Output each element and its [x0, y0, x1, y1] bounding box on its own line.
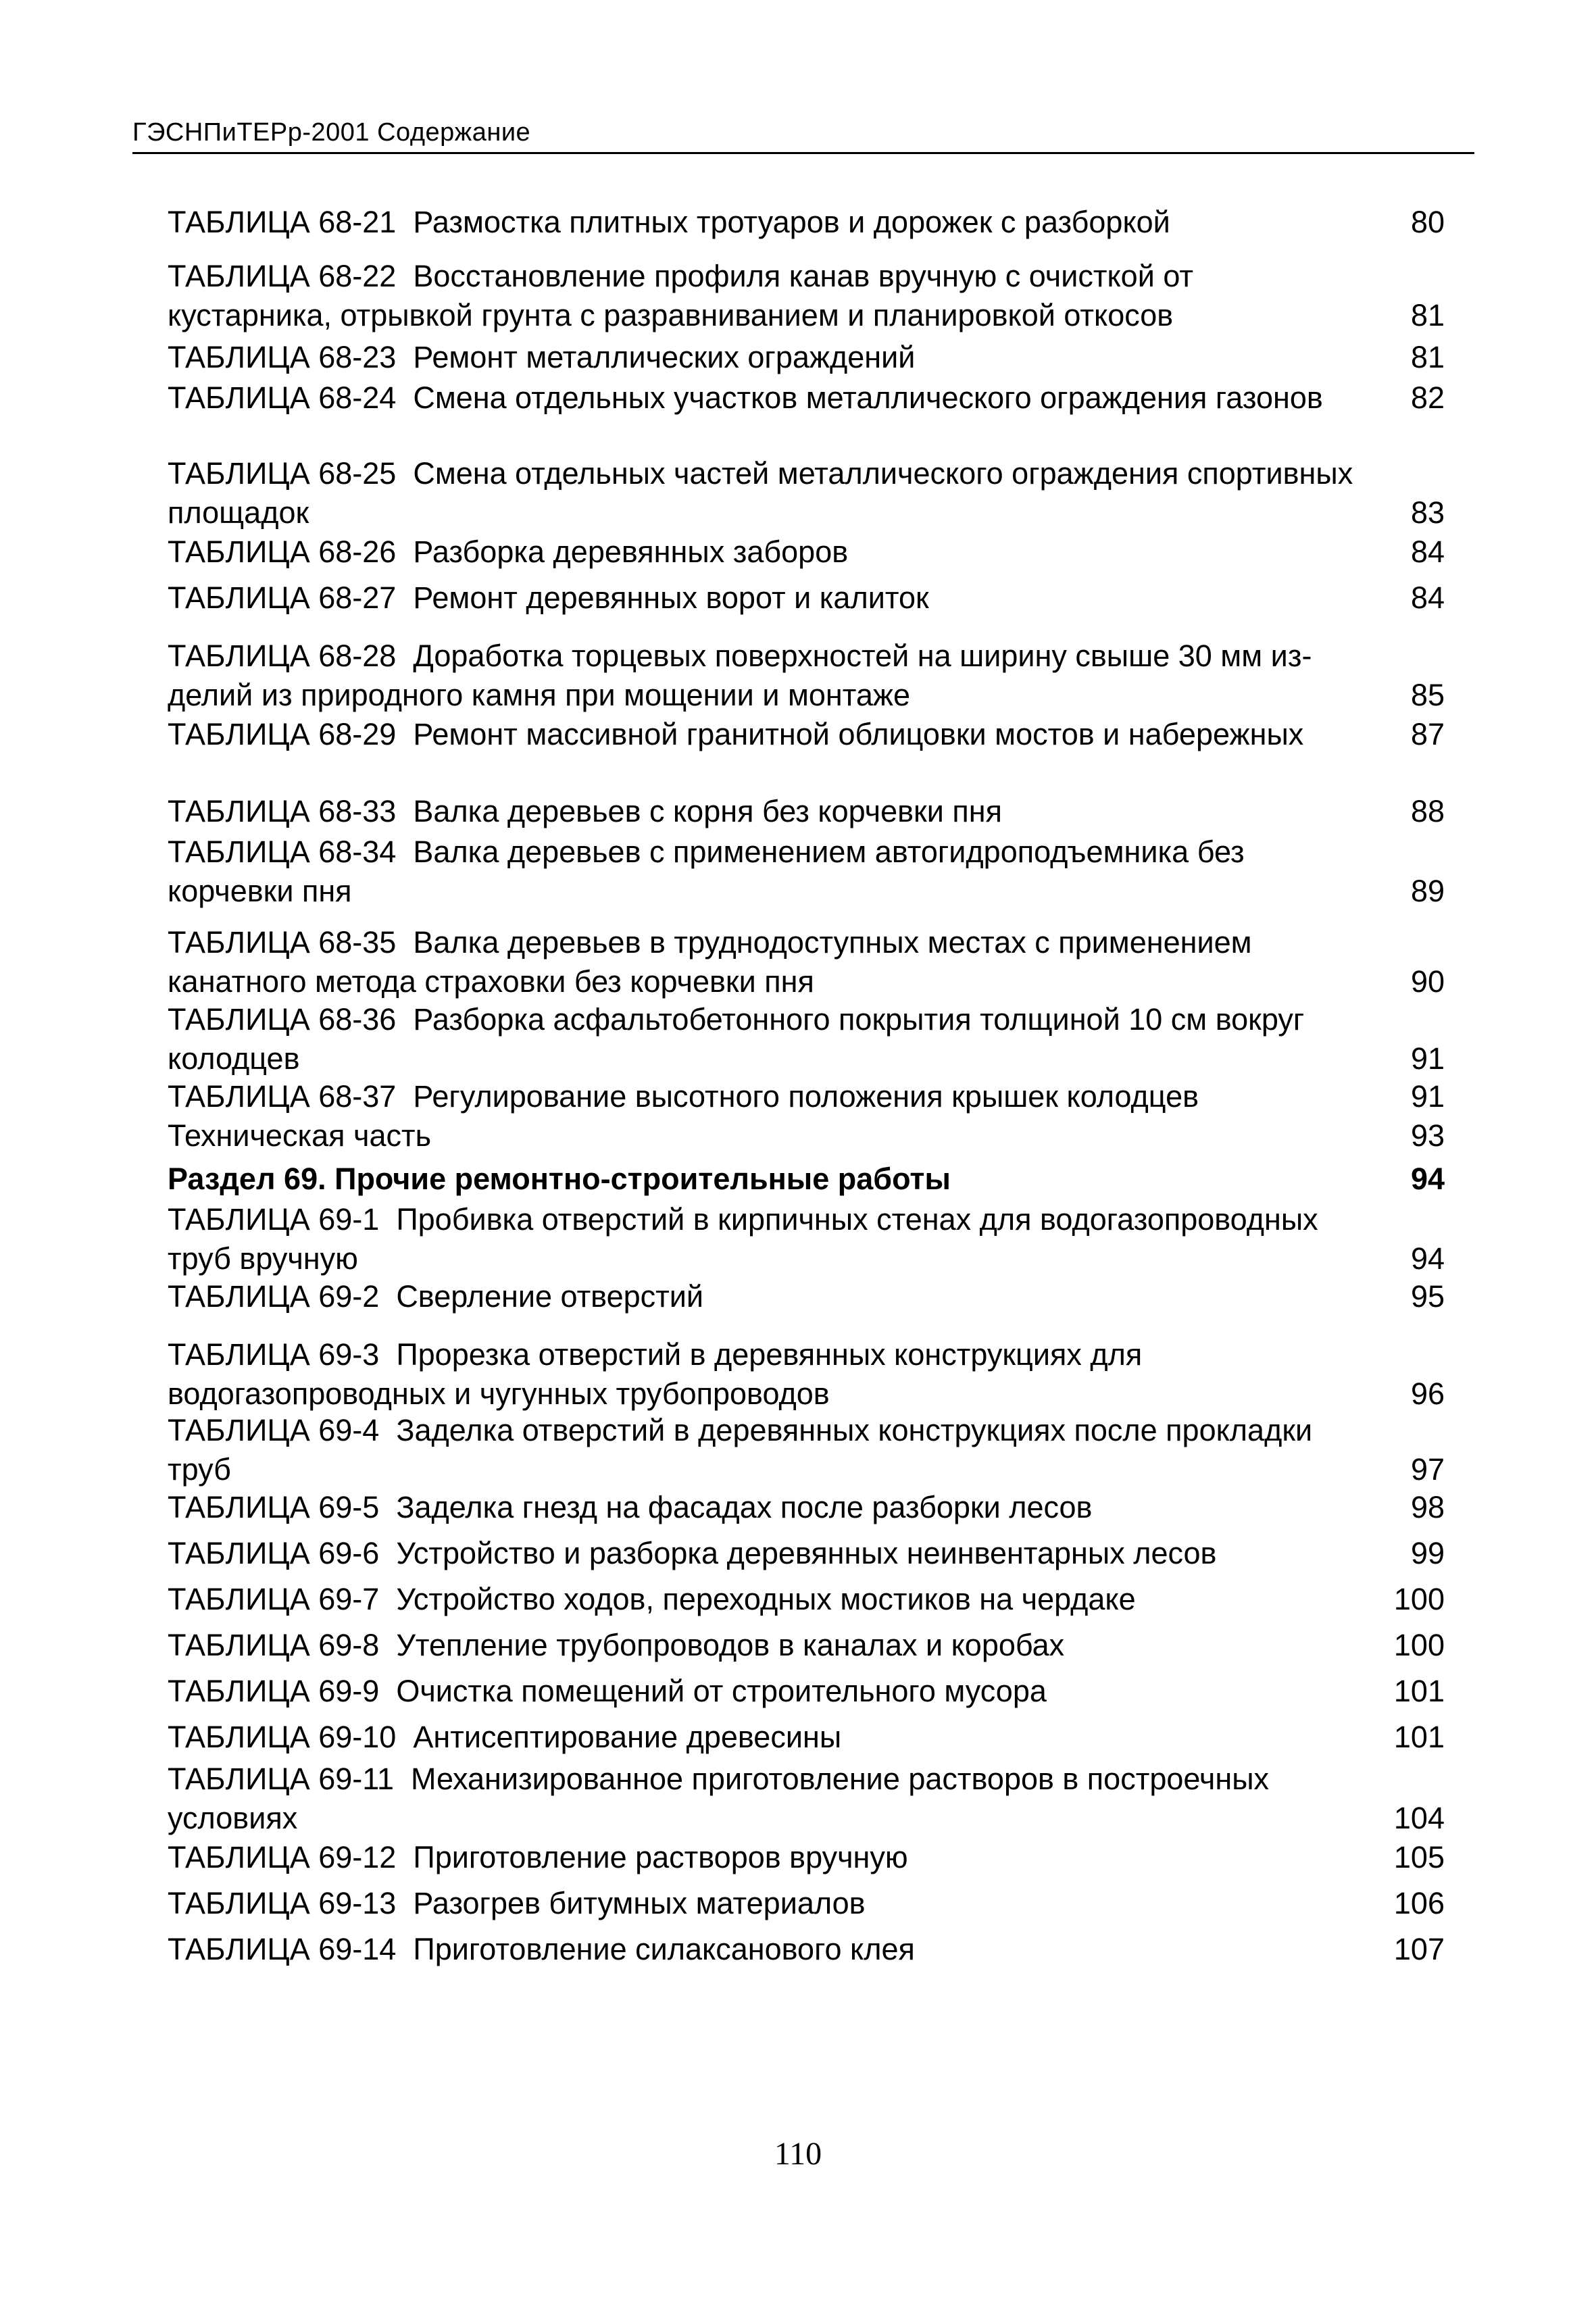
toc-entry-title: Разогрев битумных материалов — [413, 1886, 866, 1920]
toc-entry — [168, 1116, 1445, 1155]
toc-entry — [168, 338, 1445, 377]
toc-entry-label: ТАБЛИЦА 69-8 — [168, 1628, 380, 1662]
toc-entry-text — [168, 1718, 1357, 1757]
toc-entry-text — [168, 378, 1357, 418]
running-header: ГЭСНПиТЕРр-2001 Содержание — [132, 118, 531, 147]
toc-entry-text — [168, 1672, 1357, 1711]
toc-entry-label: ТАБЛИЦА 69-12 — [168, 1840, 397, 1874]
toc-entry-title: Ремонт металлических ограждений — [413, 340, 916, 374]
toc-entry-label: ТАБЛИЦА 69-4 — [168, 1413, 380, 1447]
toc-entry-title: Сверление отверстий — [396, 1279, 704, 1314]
toc-entry-title: Приготовление силаксанового клея — [413, 1932, 915, 1966]
toc-entry-page: 98 — [1410, 1490, 1445, 1524]
toc-entry-page: 88 — [1410, 794, 1445, 828]
toc-entry-title: Разборка деревянных заборов — [413, 534, 849, 569]
toc-entry-page: 100 — [1393, 1628, 1445, 1662]
toc-entry-text — [168, 1277, 1357, 1316]
toc-entry-label: ТАБЛИЦА 68-28 — [168, 639, 397, 673]
toc-entry-label: ТАБЛИЦА 69-1 — [168, 1202, 380, 1237]
toc-entry-page: 101 — [1393, 1674, 1445, 1708]
toc-entry — [168, 1534, 1445, 1573]
toc-entry-label: ТАБЛИЦА 68-21 — [168, 205, 397, 239]
toc-entry-title: Очистка помещений от строительного мусора — [396, 1674, 1047, 1708]
toc-entry — [168, 1488, 1445, 1527]
toc-entry-text — [168, 1077, 1357, 1116]
toc-entry-page: 83 — [1410, 495, 1445, 530]
toc-entry-title: Утепление трубопроводов в каналах и коробах — [396, 1628, 1065, 1662]
toc-entry-page: 89 — [1410, 874, 1445, 908]
toc-entry — [168, 1277, 1445, 1316]
toc-entry-label: ТАБЛИЦА 68-25 — [168, 456, 397, 491]
toc-entry-page: 94 — [1410, 1162, 1445, 1196]
toc-entry-label: ТАБЛИЦА 69-2 — [168, 1279, 380, 1314]
toc-entry-title: Заделка гнезд на фасадах после разборки лесов — [396, 1490, 1093, 1524]
toc-entry-title: Раздел 69. Прочие ремонтно-строительные работы — [168, 1162, 951, 1196]
toc-entry-text — [168, 1580, 1357, 1619]
toc-entry-label: ТАБЛИЦА 68-29 — [168, 717, 397, 751]
toc-entry-title: Заделка отверстий в деревянных конструкциях после прокладки труб — [168, 1413, 1313, 1487]
toc-entry-text — [168, 1411, 1357, 1489]
toc-entry-text — [168, 578, 1357, 618]
toc-entry-text — [168, 715, 1357, 754]
toc-entry-label: ТАБЛИЦА 68-23 — [168, 340, 397, 374]
toc-entry-label: ТАБЛИЦА 69-7 — [168, 1582, 380, 1616]
toc-entry-title: Валка деревьев с корня без корчевки пня — [413, 794, 1002, 828]
toc-entry-label: ТАБЛИЦА 68-27 — [168, 580, 397, 615]
toc-entry-text — [168, 1200, 1357, 1278]
toc-entry — [168, 1580, 1445, 1619]
page-number: 110 — [774, 2136, 822, 2172]
toc-entry — [168, 378, 1445, 418]
toc-entry-text — [168, 1000, 1357, 1078]
toc-entry-page: 84 — [1410, 534, 1445, 569]
toc-entry-title: Смена отдельных частей металлического ограждения спортивных площадок — [168, 456, 1353, 530]
toc-entry-text — [168, 1488, 1357, 1527]
toc-entry — [168, 1760, 1445, 1838]
toc-entry-text — [168, 203, 1357, 242]
toc-entry — [168, 1000, 1445, 1078]
toc-entry-title: Размостка плитных тротуаров и дорожек с разборкой — [413, 205, 1170, 239]
toc-entry-title: Восстановление профиля канав вручную с очисткой от кустарника, отрывкой грунта с разравниванием и планировкой откосов — [168, 259, 1193, 332]
toc-entry-text — [168, 1534, 1357, 1573]
toc-entry-page: 93 — [1410, 1118, 1445, 1153]
toc-entry-title: Валка деревьев с применением автогидроподъемника без корчевки пня — [168, 835, 1245, 908]
toc-entry-label: ТАБЛИЦА 68-37 — [168, 1079, 397, 1114]
toc-entry-text — [168, 1626, 1357, 1665]
toc-entry-text — [168, 1838, 1357, 1877]
toc-entry-title: Ремонт массивной гранитной облицовки мостов и набережных — [413, 717, 1304, 751]
toc-entry-label: ТАБЛИЦА 69-11 — [168, 1762, 394, 1796]
toc-entry — [168, 578, 1445, 618]
toc-entry-page: 107 — [1393, 1932, 1445, 1966]
toc-entry-label: ТАБЛИЦА 68-36 — [168, 1002, 397, 1037]
toc-entry-text — [168, 1760, 1357, 1838]
toc-entry-label: ТАБЛИЦА 68-35 — [168, 925, 397, 960]
toc-entry — [168, 1718, 1445, 1757]
toc-entry-title: Смена отдельных участков металлического ограждения газонов — [413, 380, 1323, 415]
toc-entry — [168, 1626, 1445, 1665]
toc-entry-page: 105 — [1393, 1840, 1445, 1874]
toc-entry-text — [168, 1116, 1357, 1155]
toc-entry-text — [168, 792, 1357, 831]
toc-entry — [168, 832, 1445, 911]
toc-entry-title: Доработка торцевых поверхностей на ширину свыше 30 мм из-делий из природного камня при мощении и монтаже — [168, 639, 1312, 712]
toc-entry — [168, 1884, 1445, 1923]
toc-entry-page: 97 — [1410, 1452, 1445, 1487]
toc-entry — [168, 1077, 1445, 1116]
toc-entry-label: ТАБЛИЦА 69-13 — [168, 1886, 397, 1920]
toc-entry — [168, 1160, 1445, 1199]
toc-entry-title: Пробивка отверстий в кирпичных стенах для водогазопроводных труб вручную — [168, 1202, 1318, 1276]
toc-entry-page: 85 — [1410, 678, 1445, 712]
toc-entry-page: 100 — [1393, 1582, 1445, 1616]
toc-entry-title: Техническая часть — [168, 1118, 432, 1153]
toc-entry-label: ТАБЛИЦА 69-5 — [168, 1490, 380, 1524]
toc-entry-page: 96 — [1410, 1376, 1445, 1411]
toc-entry-title: Механизированное приготовление растворов в построечных условиях — [168, 1762, 1270, 1835]
toc-entry — [168, 257, 1445, 335]
toc-entry-label: ТАБЛИЦА 69-10 — [168, 1720, 397, 1754]
toc-entry-text — [168, 832, 1357, 911]
toc-entry-page: 90 — [1410, 964, 1445, 999]
toc-entry-title: Валка деревьев в труднодоступных местах с применением канатного метода страховки без корчевки пня — [168, 925, 1252, 999]
toc-entry — [168, 203, 1445, 242]
toc-entry — [168, 1200, 1445, 1278]
toc-entry-text — [168, 1335, 1357, 1414]
toc-entry-text — [168, 257, 1357, 335]
toc-entry-text — [168, 532, 1357, 572]
toc-entry-page: 94 — [1410, 1241, 1445, 1276]
toc-entry-page: 80 — [1410, 205, 1445, 239]
toc-entry-page: 87 — [1410, 717, 1445, 751]
toc-entry-label: ТАБЛИЦА 69-3 — [168, 1337, 380, 1372]
toc-entry-title: Устройство и разборка деревянных неинвентарных лесов — [396, 1536, 1217, 1570]
toc-entry — [168, 792, 1445, 831]
toc-entry — [168, 1335, 1445, 1414]
toc-entry-page: 99 — [1410, 1536, 1445, 1570]
toc-entry — [168, 454, 1445, 532]
toc-entry-page: 101 — [1393, 1720, 1445, 1754]
toc-entry-page: 91 — [1410, 1041, 1445, 1076]
toc-entry-page: 104 — [1393, 1801, 1445, 1835]
toc-entry-page: 84 — [1410, 580, 1445, 615]
toc-entry-label: ТАБЛИЦА 68-24 — [168, 380, 397, 415]
toc-entry-title: Регулирование высотного положения крышек колодцев — [413, 1079, 1199, 1114]
toc-entry-text — [168, 1884, 1357, 1923]
toc-entry-page: 82 — [1410, 380, 1445, 415]
toc-entry-title: Устройство ходов, переходных мостиков на чердаке — [396, 1582, 1136, 1616]
toc-entry — [168, 637, 1445, 715]
toc-entry-label: ТАБЛИЦА 69-6 — [168, 1536, 380, 1570]
toc-entry-label: ТАБЛИЦА 69-14 — [168, 1932, 397, 1966]
toc-entry-label: ТАБЛИЦА 68-33 — [168, 794, 397, 828]
toc-entry-page: 91 — [1410, 1079, 1445, 1114]
toc-entry-title: Разборка асфальтобетонного покрытия толщиной 10 см вокруг колодцев — [168, 1002, 1305, 1076]
toc-entry-page: 95 — [1410, 1279, 1445, 1314]
toc-entry-text — [168, 338, 1357, 377]
toc-entry-text — [168, 1160, 1357, 1199]
toc-entry-page: 106 — [1393, 1886, 1445, 1920]
toc-entry-text — [168, 1930, 1357, 1969]
toc-entry — [168, 715, 1445, 754]
toc-entry — [168, 1411, 1445, 1489]
toc-entry-title: Ремонт деревянных ворот и калиток — [413, 580, 929, 615]
toc-entry-text — [168, 923, 1357, 1001]
toc-entry — [168, 1930, 1445, 1969]
toc-entry — [168, 1672, 1445, 1711]
toc-entry-label: ТАБЛИЦА 68-34 — [168, 835, 397, 869]
toc-entry-title: Антисептирование древесины — [413, 1720, 842, 1754]
toc-entry-page: 81 — [1410, 340, 1445, 374]
toc-entry-page: 81 — [1410, 298, 1445, 332]
toc-entry-label: ТАБЛИЦА 68-22 — [168, 259, 397, 293]
toc-entry-text — [168, 454, 1357, 532]
toc-entry-title: Приготовление растворов вручную — [413, 1840, 908, 1874]
toc-entry-label: ТАБЛИЦА 68-26 — [168, 534, 397, 569]
toc-entry-label: ТАБЛИЦА 69-9 — [168, 1674, 380, 1708]
toc-entry-title: Прорезка отверстий в деревянных конструкциях для водогазопроводных и чугунных трубопроводов — [168, 1337, 1143, 1411]
toc-entry — [168, 532, 1445, 572]
toc-entry — [168, 923, 1445, 1001]
toc-entry-text — [168, 637, 1357, 715]
toc-entry — [168, 1838, 1445, 1877]
